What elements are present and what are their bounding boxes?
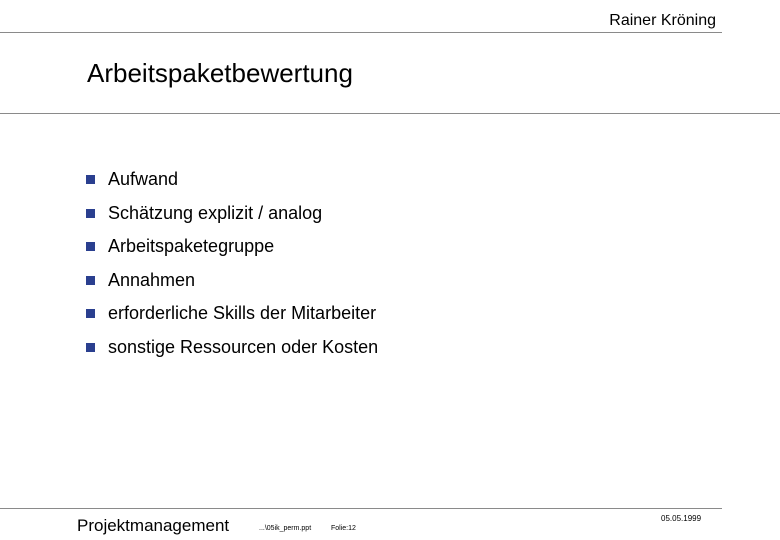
footer-divider [0, 508, 722, 509]
square-bullet-icon [86, 242, 95, 251]
bullet-item-annahmen [86, 264, 378, 298]
bullet-text: Arbeitspaketegruppe [108, 236, 275, 257]
bullet-item-aufwand [86, 163, 378, 197]
bullet-list [86, 163, 378, 364]
bullet-text: Annahmen [108, 269, 196, 290]
footer-course-title: Projektmanagement [77, 516, 230, 535]
author-name: Rainer Kröning [609, 12, 716, 29]
bullet-text: Aufwand [108, 169, 179, 190]
bullet-item-ressourcen [86, 331, 378, 365]
square-bullet-icon [86, 343, 95, 352]
bullet-text: erforderliche Skills der Mitarbeiter [108, 303, 377, 324]
footer-file-name: ...\05ik_perm.ppt [259, 525, 312, 532]
square-bullet-icon [86, 276, 95, 285]
bullet-text: Schätzung explizit / analog [108, 202, 323, 223]
title-divider [0, 113, 780, 114]
square-bullet-icon [86, 175, 95, 184]
bullet-item-arbeitspaketegruppe [86, 230, 378, 264]
header-divider [0, 32, 722, 33]
square-bullet-icon [86, 309, 95, 318]
bullet-item-skills [86, 297, 378, 331]
slide-title: Arbeitspaketbewertung [87, 58, 353, 88]
bullet-item-schaetzung [86, 197, 378, 231]
bullet-text: sonstige Ressourcen oder Kosten [108, 336, 379, 357]
footer-date: 05.05.1999 [661, 514, 702, 523]
square-bullet-icon [86, 209, 95, 218]
footer-slide-number: Folie:12 [331, 525, 356, 532]
